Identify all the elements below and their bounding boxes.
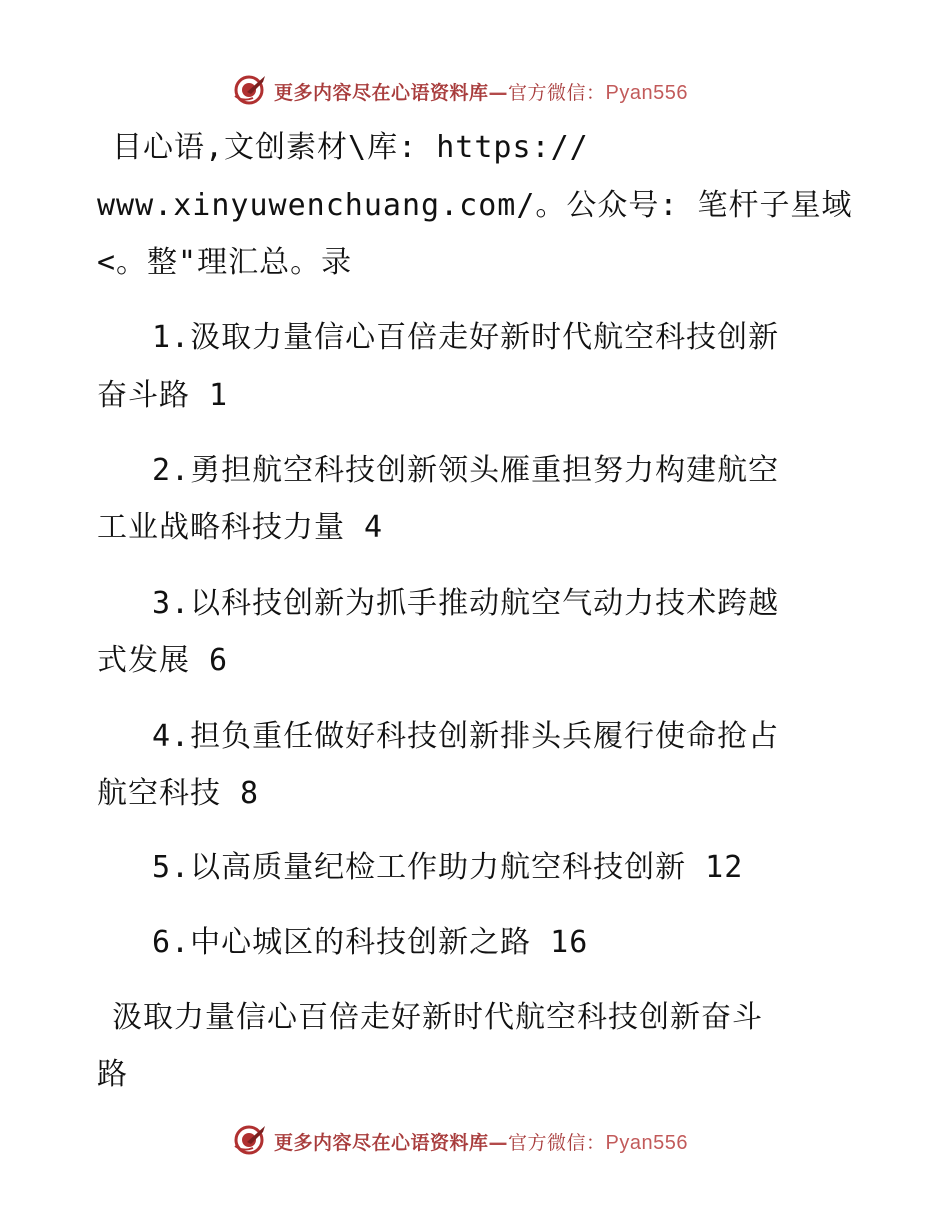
footer-banner	[0, 1120, 950, 1160]
banner-separator: —	[488, 1132, 509, 1154]
toc-item-3[interactable]: 3.以科技创新为抓手推动航空气动力技术跨越	[152, 586, 780, 621]
toc-item-6[interactable]: 6.中心城区的科技创新之路 16	[152, 925, 589, 960]
banner-site-text: 更多内容尽在心语资料库	[274, 82, 489, 104]
banner-wechat-label: 官方微信：	[508, 1132, 606, 1154]
banner-site-text: 更多内容尽在心语资料库	[274, 1132, 489, 1154]
intro-line-1: 目心语,文创素材\库: https://	[112, 130, 589, 165]
toc-item-4-cont[interactable]: 航空科技 8	[97, 776, 260, 811]
header-banner	[0, 70, 950, 110]
toc-item-5[interactable]: 5.以高质量纪检工作助力航空科技创新 12	[152, 850, 744, 885]
toc-item-1-cont[interactable]: 奋斗路 1	[97, 378, 229, 413]
banner-text	[274, 1128, 688, 1155]
toc-item-1[interactable]: 1.汲取力量信心百倍走好新时代航空科技创新	[152, 320, 780, 355]
toc-item-2[interactable]: 2.勇担航空科技创新领头雁重担努力构建航空	[152, 453, 780, 488]
quill-logo-icon	[233, 1122, 269, 1158]
quill-logo-icon	[233, 72, 269, 108]
intro-line-3: <。整"理汇总。录	[97, 245, 353, 280]
toc-item-3-cont[interactable]: 式发展 6	[97, 643, 229, 678]
toc-item-4[interactable]: 4.担负重任做好科技创新排头兵履行使命抢占	[152, 719, 780, 754]
toc-item-2-cont[interactable]: 工业战略科技力量 4	[97, 510, 384, 545]
section-title-line-2: 路	[97, 1057, 128, 1092]
banner-wechat-id: Pyan556	[605, 1132, 688, 1154]
banner-wechat-id: Pyan556	[605, 82, 688, 104]
banner-separator: —	[488, 82, 509, 104]
banner-text	[274, 78, 688, 105]
intro-line-2: www.xinyuwenchuang.com/。公众号: 笔杆子星域	[97, 188, 853, 223]
banner-wechat-label: 官方微信：	[508, 82, 606, 104]
section-title-line-1: 汲取力量信心百倍走好新时代航空科技创新奋斗	[112, 1000, 763, 1035]
